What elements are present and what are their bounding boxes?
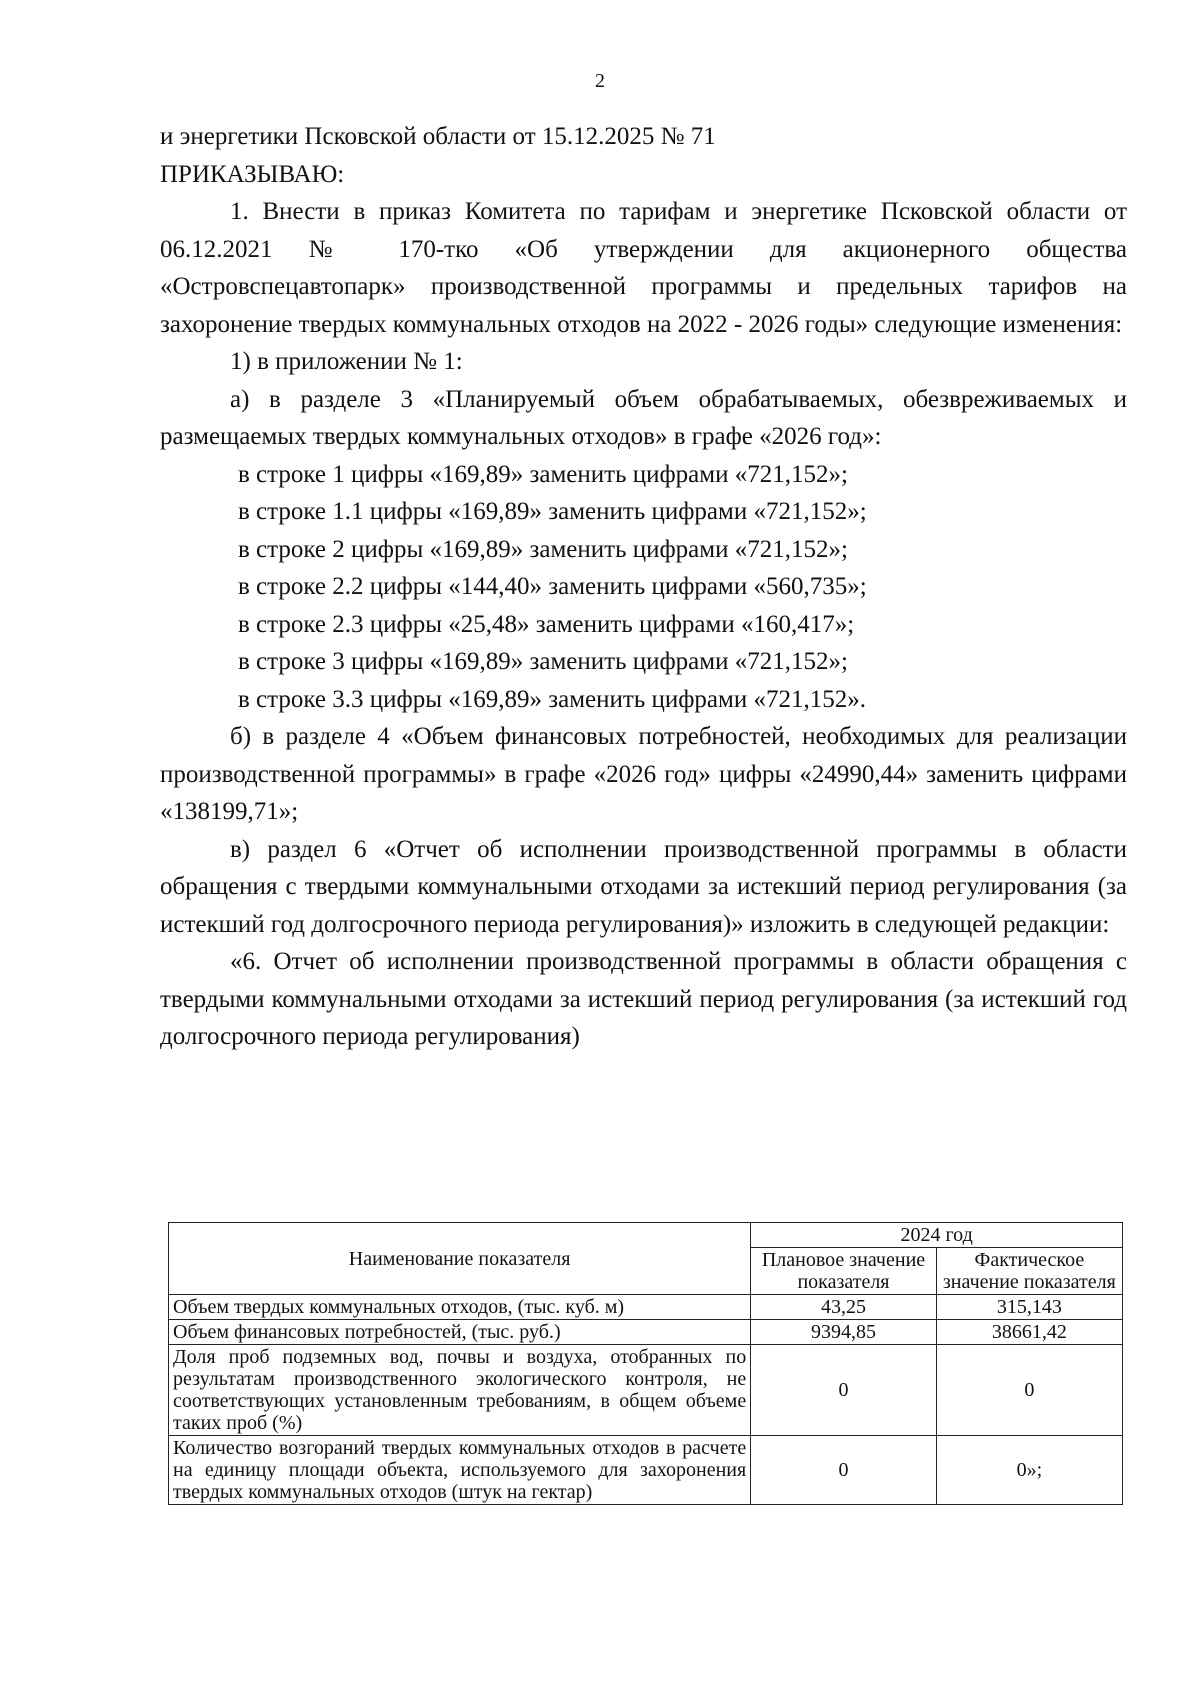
paragraph-item-1: 1. Внести в приказ Комитета по тарифам и энергетике Псковской области от 06.12.2021 № 170-тко «Об утверждении для акционерного общества «Островспецавтопарк» производственной программы и предельных тарифов на захоронение твердых коммунальных отходов на 2022 - 2026 годы» следующие изменения: (160, 198, 1127, 338)
table-row (169, 1345, 1123, 1436)
replacement-line: в строке 3.3 цифры «169,89» заменить цифрами «721,152». (238, 685, 866, 713)
header-indicator-name: Наименование показателя (169, 1223, 751, 1295)
report-table (168, 1222, 1123, 1505)
paragraph-appendix-1: 1) в приложении № 1: (230, 348, 463, 375)
replacement-line: в строке 2.3 цифры «25,48» заменить цифрами «160,417»; (238, 610, 855, 638)
paragraph-section-6: в) раздел 6 «Отчет об исполнении производственной программы в области обращения с твердыми коммунальными отходами за истекший период регулирования (за истекший год долгосрочного периода регулирования)» изложить в следующей редакции: (160, 835, 1127, 938)
header-year: 2024 год (751, 1223, 1123, 1248)
row-name: Доля проб подземных вод, почвы и воздуха, отобранных по результатам производственного экологического контроля, не соответствующих установленным требованиям, в общем объеме таких проб (%) (169, 1345, 751, 1436)
paragraph-continuation: и энергетики Псковской области от 15.12.2025 № 71 (160, 123, 716, 150)
document-body (160, 118, 1127, 1056)
paragraph-section-6-title: «6. Отчет об исполнении производственной программы в области обращения с твердыми коммунальными отходами за истекший период регулирования (за истекший год долгосрочного периода регулирования) (160, 948, 1127, 1050)
replacement-line: в строке 2.2 цифры «144,40» заменить цифрами «560,735»; (238, 573, 867, 600)
row-fact: 0 (936, 1345, 1122, 1436)
row-name: Объем финансовых потребностей, (тыс. руб.) (169, 1320, 751, 1345)
order-heading: ПРИКАЗЫВАЮ: (160, 160, 345, 188)
row-fact: 315,143 (936, 1295, 1122, 1320)
paragraph-section-3: а) в разделе 3 «Планируемый объем обрабатываемых, обезвреживаемых и размещаемых твердых коммунальных отходов» в графе «2026 год»: (160, 385, 1127, 450)
table-row (169, 1295, 1123, 1320)
replacement-line: в строке 2 цифры «169,89» заменить цифрами «721,152»; (238, 535, 848, 563)
header-plan: Плановое значение показателя (751, 1248, 937, 1295)
row-plan: 0 (751, 1345, 937, 1436)
row-name: Объем твердых коммунальных отходов, (тыс. куб. м) (169, 1295, 751, 1320)
row-plan: 9394,85 (751, 1320, 937, 1345)
row-fact: 0»; (936, 1436, 1122, 1505)
table-row (169, 1320, 1123, 1345)
table-row (169, 1436, 1123, 1505)
replacement-line: в строке 1 цифры «169,89» заменить цифрами «721,152»; (238, 460, 848, 488)
paragraph-section-4: б) в разделе 4 «Объем финансовых потребностей, необходимых для реализации производственной программы» в графе «2026 год» цифры «24990,44» заменить цифрами «138199,71»; (160, 723, 1127, 825)
replacement-line: в строке 1.1 цифры «169,89» заменить цифрами «721,152»; (238, 498, 867, 525)
row-plan: 43,25 (751, 1295, 937, 1320)
page-number: 2 (595, 70, 605, 92)
row-name: Количество возгораний твердых коммунальных отходов в расчете на единицу площади объекта, используемого для захоронения твердых коммунальных отходов (штук на гектар) (169, 1436, 751, 1505)
replacement-line: в строке 3 цифры «169,89» заменить цифрами «721,152»; (238, 648, 848, 675)
row-plan: 0 (751, 1436, 937, 1505)
row-fact: 38661,42 (936, 1320, 1122, 1345)
replacement-lines (160, 456, 1127, 719)
header-fact: Фактическое значение показателя (936, 1248, 1122, 1295)
table-header-row (169, 1223, 1123, 1248)
